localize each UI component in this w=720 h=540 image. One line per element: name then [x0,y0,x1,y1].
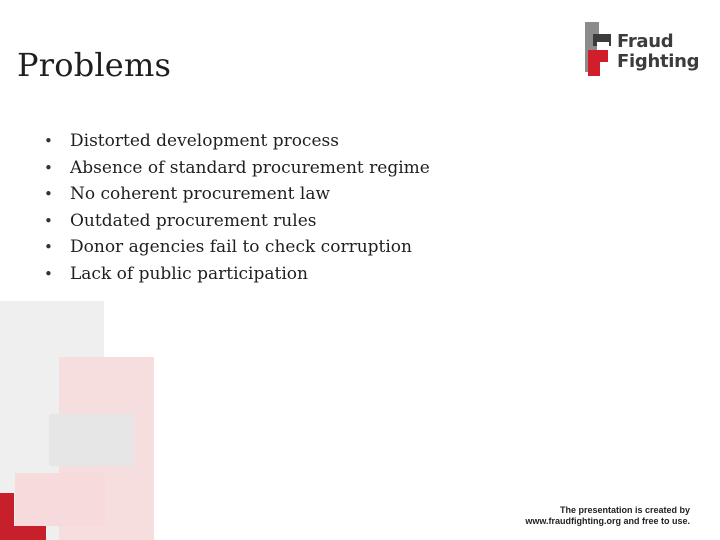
logo-line-1: Fraud [617,31,674,52]
footer-credit [525,505,690,527]
slide-title: Problems [17,46,172,84]
bullet-icon: • [44,238,53,257]
bullet-text: Outdated procurement rules [70,210,317,231]
footer-line-2: www.fraudfighting.org and free to use. [525,516,690,526]
logo-wordmark [617,32,699,72]
footer-line-1: The presentation is created by [559,505,690,515]
bullet-text: Absence of standard procurement regime [70,157,430,178]
logo-mark-icon [583,22,613,76]
decor-block-red-base [0,526,46,540]
bullet-icon: • [44,211,53,230]
bullet-icon: • [44,264,53,283]
bullet-icon: • [44,158,53,177]
fraud-fighting-logo [583,22,700,78]
bullet-icon: • [44,185,53,204]
bullet-icon: • [44,132,53,150]
bullet-text: Donor agencies fail to check corruption [70,237,412,258]
bullet-text: Distorted development process [70,131,339,151]
logo-line-2: Fighting [617,51,700,72]
decor-block-gray-mid [49,414,134,466]
decor-block-pink-bottom [15,473,105,526]
bullet-text: Lack of public participation [70,263,308,284]
bullet-text: No coherent procurement law [70,184,331,205]
